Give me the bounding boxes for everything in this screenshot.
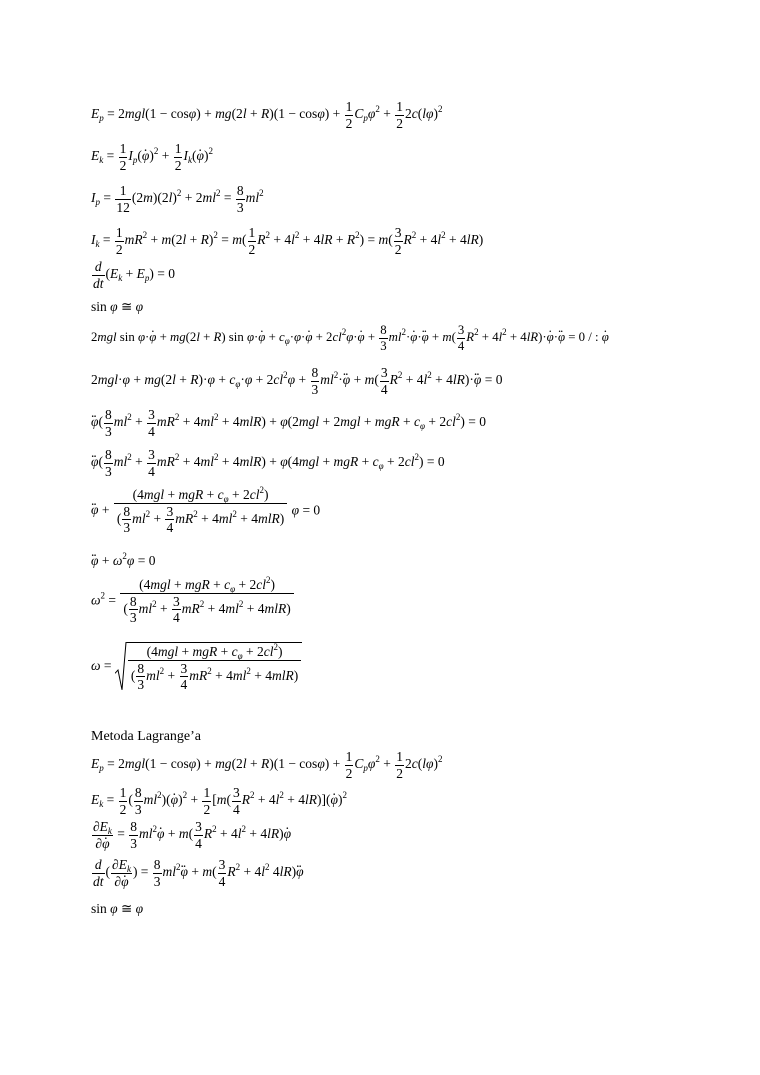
equation-small-angle-2: sin φ ≅ φ [91,901,144,916]
equation-grouped-2: φ ..( $\frac{8}{3}$ $ml^2$ + $\frac{3}{4}$ $mR^2 + 4ml^2 + 4mlR) + \varphi(4mgl$ + mgR + $c_\varphi + 2cl^2) = 0$ [91,448,445,478]
equation-omega-squared: $\omega^2$ = (4mgl + mgR + $c_\varphi + 2cl^2$) ( $\frac{8}{3}$ $ml^2$ + $\frac{3}{4}$ $mR^2 + 4ml^2 + 4mlR$) [91,578,295,625]
equation-small-angle: sin φ ≅ φ [91,299,144,314]
equation-harmonic: φ .. + $\omega^2\varphi = 0$ [91,554,155,568]
equation-moment-inertia-p: $I_p$ = $\frac{1}{12}$ $(2m)(2l)^2 + 2ml^2$ = $\frac{8}{3}$ $ml^2$ [91,183,264,215]
section-title: Metoda Lagrange’a [91,729,201,744]
radical-sign-icon [115,642,127,692]
equation-lagrange-time-derivative: $\frac{d}{dt}$ ( $\frac{\partial E_k}{\partial\varphi}$ . ) = $\frac{8}{3}$ $ml^2\varphi$ .. + m( $\frac{3}{4}$ $R^2 + 4l^2$ 4lR)φ .. [91,858,304,888]
equation-normalized: φ .. + (4mgl + mgR + $c_\varphi + 2cl^2$) ( $\frac{8}{3}$ $ml^2$ + $\frac{3}{4}$ $mR^2 + 4ml^2 + 4mlR$) φ = 0 [91,488,320,535]
square-root: (4mgl + mgR + $c_\varphi + 2cl^2$) ( $\frac{8}{3}$ $ml^2$ + $\frac{3}{4}$ $mR^2 + 4ml^2 + 4mlR$) [115,642,302,692]
equation-potential-energy: $E_p = 2mgl(1 - \cos\varphi) + mg(2l + R)(1 - \cos\varphi)$ + $\frac{1}{2}$ $C_p\varphi^2$ + $\frac{1}{2}$ $2c(l\varphi)^2$ [91,99,443,131]
equation-time-derivative: 2mgl sin φ·φ . + mg(2l + R) sin φ·φ . + $c_\varphi\cdot\varphi\cdot\varphi$ . + $2cl^2\varphi\cdot\varphi$ . + $\frac{8}{3}$ $ml^2\cdot\varphi$ .·φ .. + m( $\frac{3}{4}$ $R^2 + 4l^2 + 4lR)\cdot\varphi$ .·φ .. = 0 / : φ . [91,324,609,353]
equation-divided: $2mgl\cdot\varphi + mg(2l + R)\cdot\varphi + c_\varphi\cdot\varphi + 2cl^2\varphi$ + $\frac{8}{3}$ $ml^2\cdot\varphi$ .. + m( $\frac{3}{4}$ $R^2 + 4l^2 + 4lR)\cdot\varphi$ .. = 0 [91,366,502,396]
equation-kinetic-energy: $E_k$ = $\frac{1}{2}$ $I_p(\varphi$ .)$^2$ + $\frac{1}{2}$ $I_k(\varphi$ .)$^2$ [91,142,213,172]
equation-energy-conservation: $\frac{d}{dt}$ $(E_k + E_p) = 0$ [93,259,175,291]
equation-partial-derivative: $\frac{\partial E_k}{\partial\varphi}$ . = $\frac{8}{3}$ $ml^2\varphi$ . + m( $\frac{3}{4}$ $R^2 + 4l^2 + 4lR)\varphi$ . [91,820,291,850]
equation-lagrange-kinetic: $E_k$ = $\frac{1}{2}$ ( $\frac{8}{3}$ $ml^2)(\varphi$ .)$^2$ + $\frac{1}{2}$ [m( $\frac{3}{4}$ $R^2 + 4l^2 + 4lR)](\varphi$ .)$^2$ [91,786,347,816]
equation-omega: ω = (4mgl + mgR + $c_\varphi + 2cl^2$) ( $\frac{8}{3}$ $ml^2$ + $\frac{3}{4}$ $mR^2 + 4ml^2 + 4mlR$) [91,642,302,692]
equation-lagrange-potential: $E_p = 2mgl(1 - \cos\varphi) + mg(2l + R)(1 - \cos\varphi)$ + $\frac{1}{2}$ $C_p\varphi^2$ + $\frac{1}{2}$ $2c(l\varphi)^2$ [91,749,443,781]
equation-grouped-1: φ ..( $\frac{8}{3}$ $ml^2$ + $\frac{3}{4}$ $mR^2 + 4ml^2 + 4mlR) + \varphi(2mgl + 2mgl$ + mgR + $c_\varphi + 2cl^2) = 0$ [91,408,486,438]
equation-moment-inertia-k: $I_k$ = $\frac{1}{2}$ $mR^2 + m(2l + R)^2 = m$( $\frac{1}{2}$ $R^2 + 4l^2 + 4lR + R^2) = m$( $\frac{3}{2}$ $R^2 + 4l^2 + 4lR$) [91,225,484,257]
